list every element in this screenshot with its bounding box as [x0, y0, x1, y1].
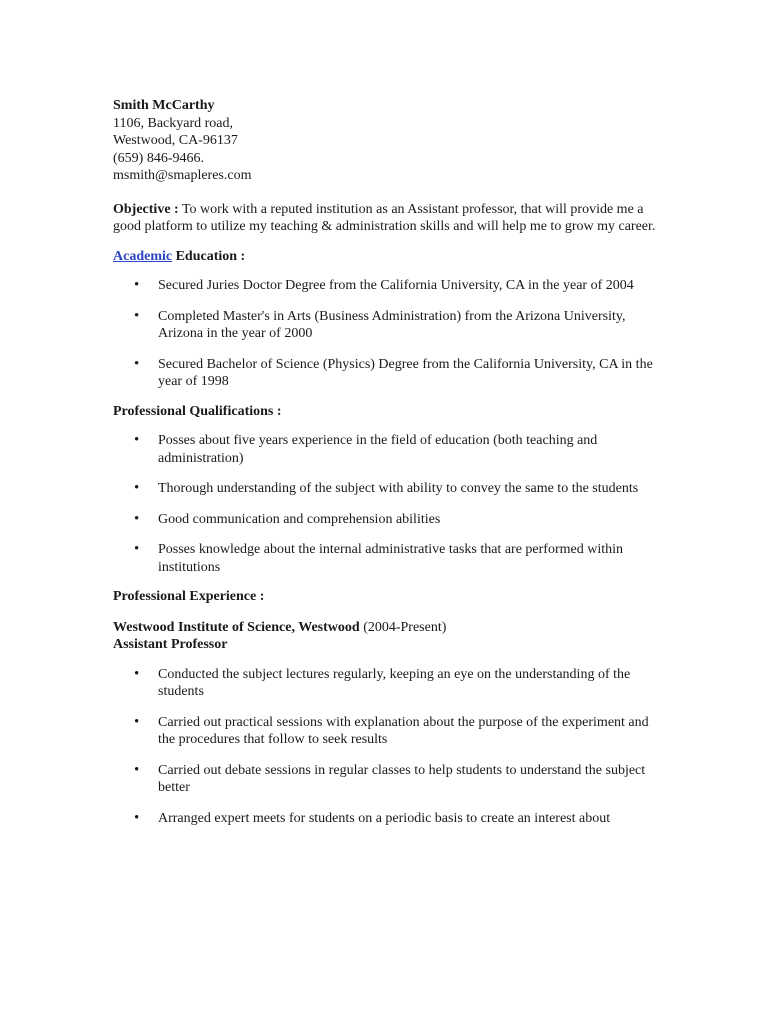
employer-name: Westwood Institute of Science, Westwood [113, 619, 360, 635]
education-item: • Secured Juries Doctor Degree from the California University, CA in the year of 2004 [113, 277, 663, 295]
objective-label: Objective : [113, 201, 179, 217]
candidate-name: Smith McCarthy [113, 98, 215, 113]
qualifications-heading: Professional Qualifications : [113, 403, 282, 419]
job-title: Assistant Professor [113, 637, 228, 652]
employment-period: (2004-Present) [363, 619, 447, 635]
qualification-item: • Posses knowledge about the internal administrative tasks that are performed within institutions [113, 541, 663, 576]
education-item: • Secured Bachelor of Science (Physics) Degree from the California University, CA in the year of 1998 [113, 356, 663, 391]
experience-list [113, 666, 663, 828]
address-line-1: 1106, Backyard road, [113, 115, 233, 131]
job-header [113, 619, 663, 654]
education-heading [113, 248, 663, 266]
objective-text: To work with a reputed institution as an Assistant professor, that will provide me a good platform to utilize my teaching & administration skills and will help me to grow my career. [113, 201, 656, 234]
experience-item: • Arranged expert meets for students on a periodic basis to create an interest about [113, 810, 663, 828]
qualification-item: • Good communication and comprehension abilities [113, 511, 663, 529]
contact-block [113, 97, 663, 185]
email-address: msmith@smapleres.com [113, 168, 252, 183]
education-item: • Completed Master's in Arts (Business Administration) from the Arizona University, Arizona in the year of 2000 [113, 308, 663, 343]
qualifications-list [113, 432, 663, 576]
academic-link[interactable]: Academic [113, 248, 173, 264]
experience-item: • Carried out practical sessions with explanation about the purpose of the experiment and the procedures that follow to seek results [113, 714, 663, 749]
resume-content [113, 97, 663, 827]
qualification-item: • Posses about five years experience in the field of education (both teaching and administration) [113, 432, 663, 467]
experience-item: • Carried out debate sessions in regular classes to help students to understand the subject better [113, 762, 663, 797]
experience-heading: Professional Experience : [113, 589, 265, 604]
address-line-2: Westwood, CA-96137 [113, 133, 238, 148]
qualification-item: • Thorough understanding of the subject with ability to convey the same to the students [113, 480, 663, 498]
phone-number: (659) 846-9466. [113, 150, 204, 166]
education-heading-text: Education : [175, 248, 246, 264]
education-list [113, 277, 663, 391]
experience-item: • Conducted the subject lectures regularly, keeping an eye on the understanding of the students [113, 666, 663, 701]
objective-paragraph [113, 201, 663, 236]
